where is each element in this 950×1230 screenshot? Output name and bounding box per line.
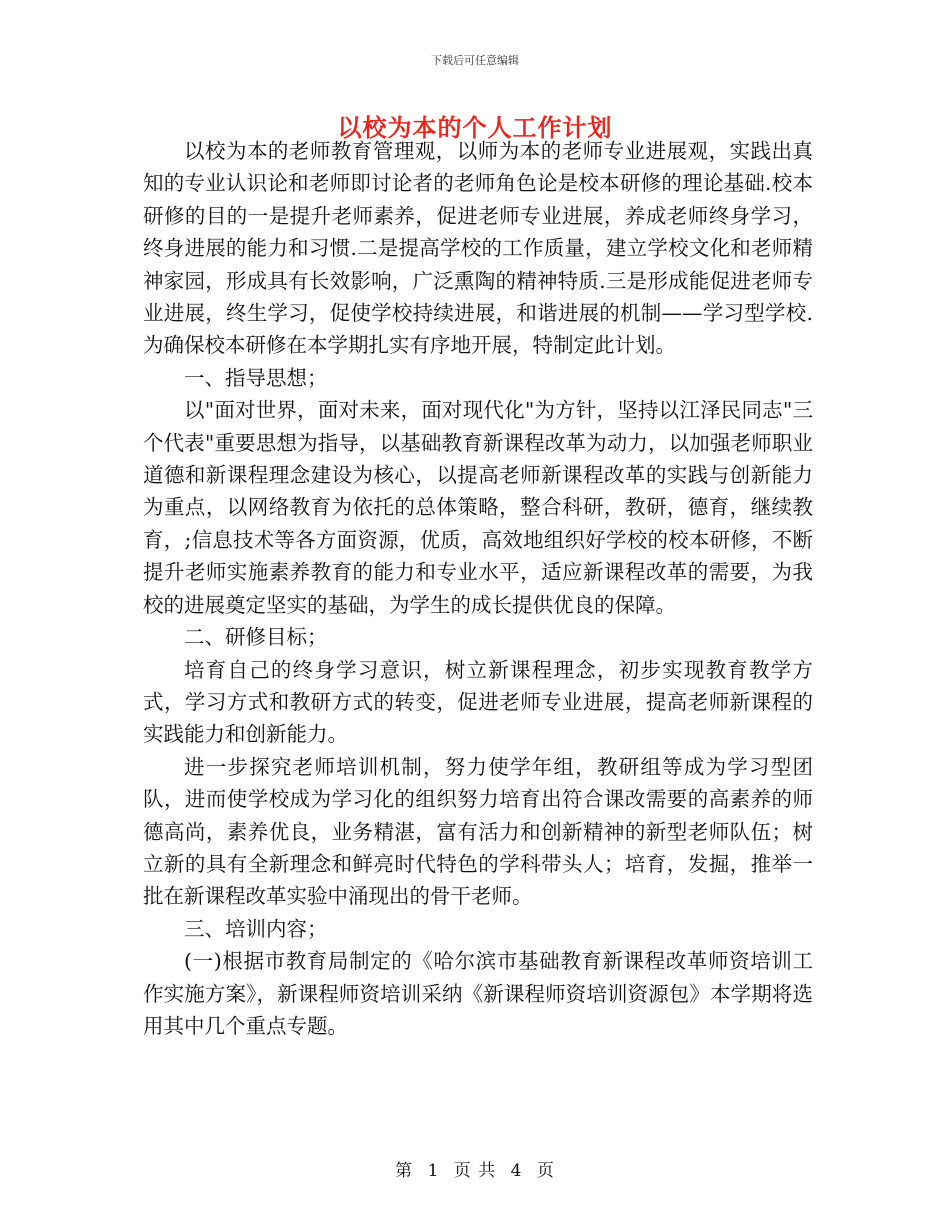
header-note: 下载后可任意编辑 — [431, 54, 519, 67]
footer-page-number: 1 — [427, 1161, 440, 1181]
footer-prefix: 第 — [395, 1161, 414, 1181]
document-body — [143, 135, 813, 1042]
footer-suffix: 页 — [536, 1161, 555, 1181]
heading-training-content: 三、培训内容； — [184, 916, 328, 941]
paragraph-training-goals-2: 进一步探究老师培训机制，努力使学年组，教研组等成为学习型团队，进而使学校成为学习化的组织努力培育出符合课改需要的高素养的师德高尚，素养优良，业务精湛，富有活力和创新精神的新型老师队伍；树立新的具有全新理念和鲜亮时代特色的学科带头人；培育，发掘，推举一批在新课程改革实验中涌现出的骨干老师。 — [143, 754, 813, 909]
paragraph-guiding-ideology: 以"面对世界，面对未来，面对现代化"为方针，坚持以江泽民同志"三个代表"重要思想为指导，以基础教育新课程改革为动力，以加强老师职业道德和新课程理念建设为核心，以提高老师新课程改革的实践与创新能力为重点，以网络教育为依托的总体策略，整合科研，教研，德育，继续教育，;信息技术等各方面资源，优质，高效地组织好学校的校本研修，不断提升老师实施素养教育的能力和专业水平，适应新课程改革的需要，为我校的进展奠定坚实的基础，为学生的成长提供优良的保障。 — [143, 398, 813, 617]
page-footer — [0, 1156, 950, 1181]
paragraph-training-content-1: (一)根据市教育局制定的《哈尔滨市基础教育新课程改革师资培训工作实施方案》，新课程师资培训采纳《新课程师资培训资源包》本学期将选用其中几个重点专题。 — [143, 949, 813, 1038]
heading-guiding-ideology: 一、指导思想； — [184, 365, 328, 390]
footer-middle: 页 共 — [453, 1161, 497, 1181]
document-title: 以校为本的个人工作计划 — [337, 113, 613, 142]
paragraph-training-goals-1: 培育自己的终身学习意识，树立新课程理念，初步实现教育教学方式，学习方式和教研方式的转变，促进老师专业进展，提高老师新课程的实践能力和创新能力。 — [143, 657, 813, 747]
paragraph-intro: 以校为本的老师教育管理观，以师为本的老师专业进展观，实践出真知的专业认识论和老师即讨论者的老师角色论是校本研修的理论基础.校本研修的目的一是提升老师素养，促进老师专业进展，养成老师终身学习，终身进展的能力和习惯.二是提高学校的工作质量，建立学校文化和老师精神家园，形成具有长效影响，广泛熏陶的精神特质.三是形成能促进老师专业进展，终生学习，促使学校持续进展，和谐进展的机制——学习型学校.为确保校本研修在本学期扎实有序地开展，特制定此计划。 — [143, 139, 813, 358]
heading-training-goals: 二、研修目标； — [184, 625, 328, 650]
footer-total-pages: 4 — [510, 1161, 523, 1181]
